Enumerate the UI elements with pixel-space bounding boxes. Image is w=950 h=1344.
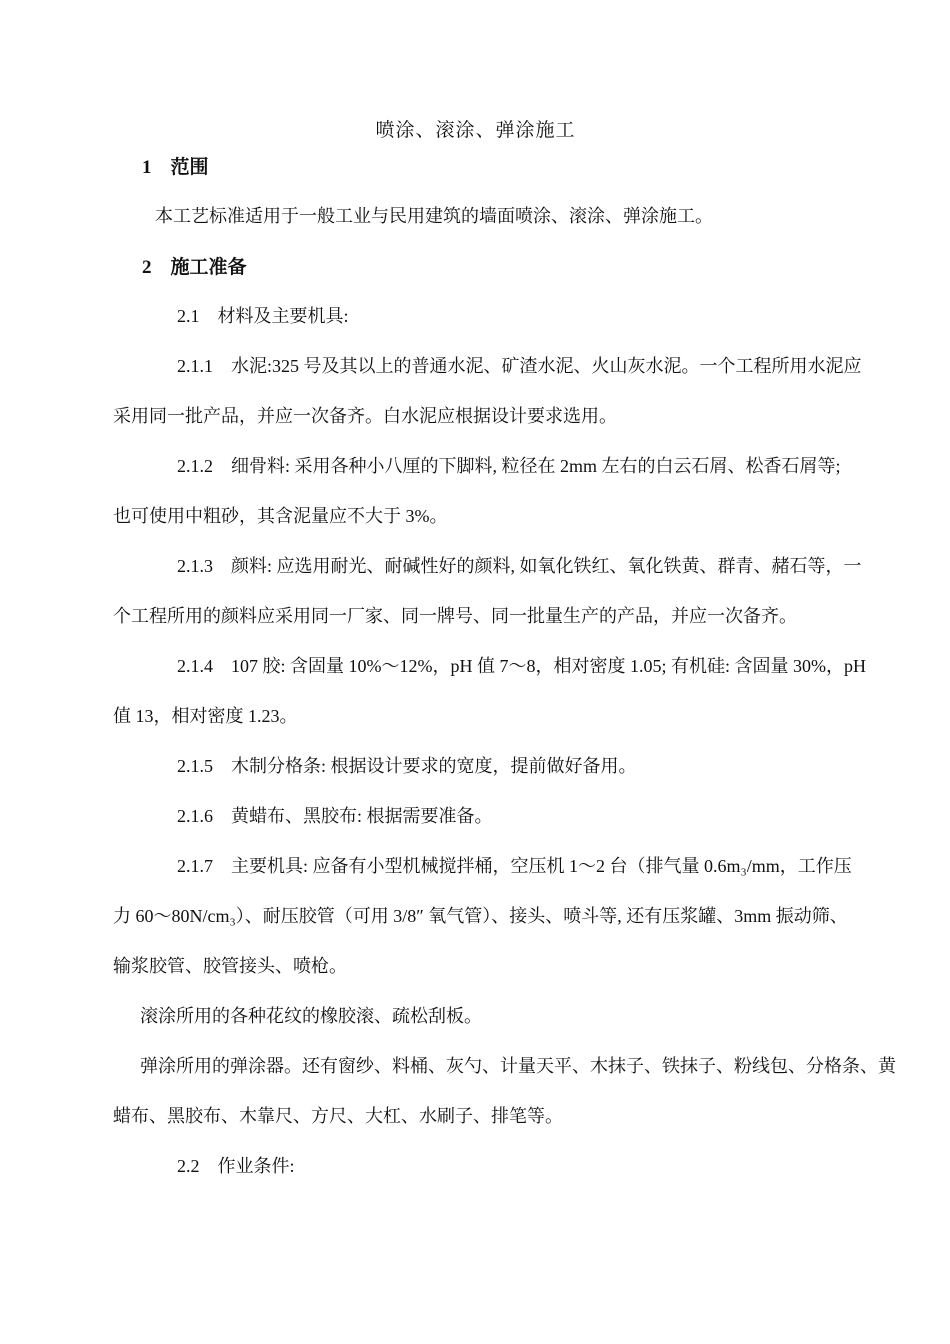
text-line: 2.1.4 107 胶: 含固量 10%～12%，pH 值 7～8，相对密度 1.05; 有机硅: 含固量 30%，pH	[177, 656, 866, 676]
text-line: 弹涂所用的弹涂器。还有窗纱、料桶、灰勺、计量天平、木抹子、铁抹子、粉线包、分格条、黄	[140, 1056, 896, 1076]
text-line: 值 13，相对密度 1.23。	[113, 706, 298, 726]
text-line: 2.1.3 颜料: 应选用耐光、耐碱性好的颜料, 如氧化铁红、氧化铁黄、群青、赭石等，一	[177, 556, 862, 576]
document-title: 喷涂、滚涂、弹涂施工	[375, 120, 576, 141]
text-line: 也可使用中粗砂，其含泥量应不大于 3%。	[113, 506, 448, 526]
text-line: 2.2 作业条件:	[177, 1156, 295, 1176]
text-line: 输浆胶管、胶管接头、喷枪。	[113, 956, 347, 976]
text-line: 个工程所用的颜料应采用同一厂家、同一牌号、同一批量生产的产品，并应一次备齐。	[113, 606, 797, 626]
text-line: 2 施工准备	[142, 256, 247, 278]
text-line: 滚涂所用的各种花纹的橡胶滚、疏松刮板。	[140, 1006, 482, 1026]
text-line: 2.1.5 木制分格条: 根据设计要求的宽度，提前做好备用。	[177, 756, 637, 776]
text-line: 1 范围	[142, 156, 209, 178]
text-line: 本工艺标准适用于一般工业与民用建筑的墙面喷涂、滚涂、弹涂施工。	[155, 206, 713, 226]
text-line: 力 60～80N/cm₃）、耐压胶管（可用 3/8″ 氧气管）、接头、喷斗等, 还有压浆罐、3mm 振动筛、	[113, 906, 848, 926]
text-line: 蜡布、黑胶布、木靠尺、方尺、大杠、水刷子、排笔等。	[113, 1106, 563, 1126]
text-line: 2.1 材料及主要机具:	[177, 306, 349, 326]
text-line: 2.1.7 主要机具: 应备有小型机械搅拌桶，空压机 1～2 台（排气量 0.6m₃/mm，工作压	[177, 856, 852, 876]
text-line: 2.1.1 水泥:325 号及其以上的普通水泥、矿渣水泥、火山灰水泥。一个工程所用水泥应	[177, 356, 862, 376]
text-line: 2.1.2 细骨料: 采用各种小八厘的下脚料, 粒径在 2mm 左右的白云石屑、松香石屑等;	[177, 456, 841, 476]
text-line: 采用同一批产品，并应一次备齐。白水泥应根据设计要求选用。	[113, 406, 617, 426]
text-line: 2.1.6 黄蜡布、黑胶布: 根据需要准备。	[177, 806, 493, 826]
document-body	[113, 140, 896, 1190]
